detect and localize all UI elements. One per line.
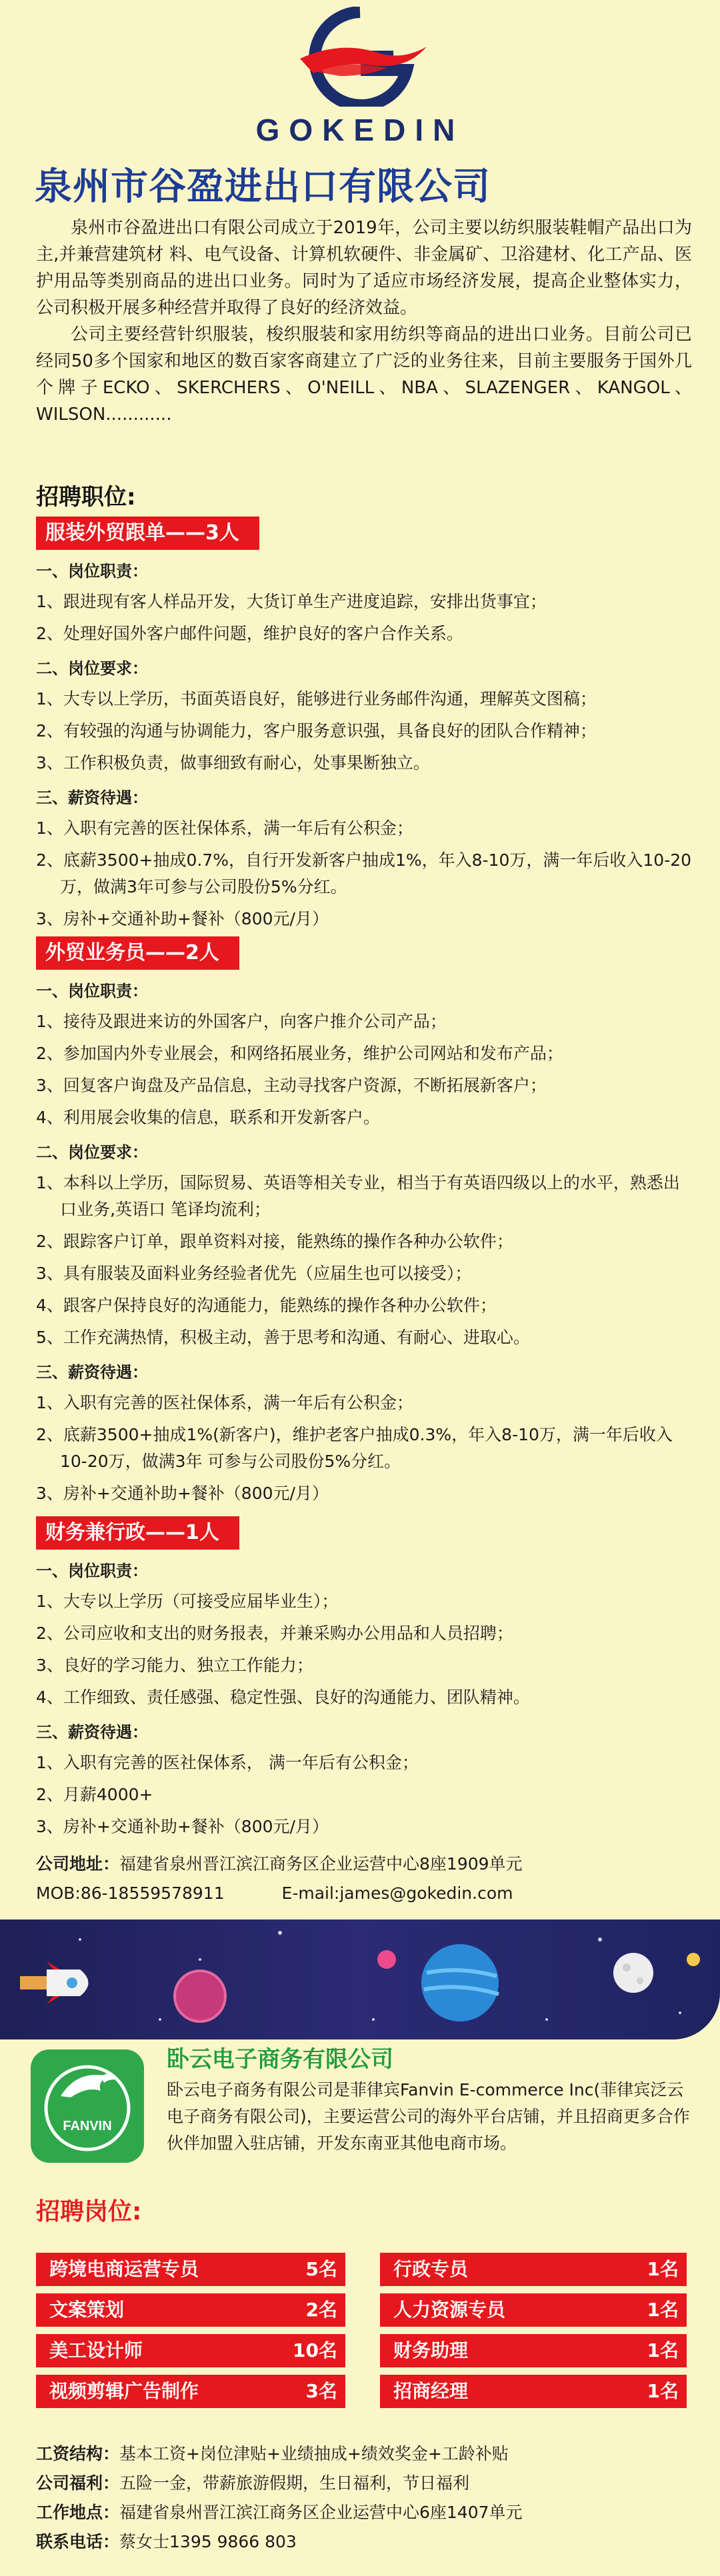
section-title: 一、岗位职责： bbox=[36, 1562, 148, 1580]
brand-wordmark: GOKEDIN bbox=[255, 113, 465, 147]
section-title: 二、岗位要求： bbox=[36, 659, 148, 678]
section-title: 三、薪资待遇： bbox=[36, 1363, 148, 1382]
gokedin-logo-icon bbox=[287, 7, 433, 107]
list-item: 4、利用展会收集的信息，联系和开发新客户。 bbox=[36, 1108, 380, 1127]
list-item: 3、房补+交通补助+餐补（800元/月） bbox=[36, 1817, 329, 1836]
info-label: 联系电话： bbox=[36, 2532, 120, 2551]
list-item: 3、良好的学习能力、独立工作能力； bbox=[36, 1656, 313, 1675]
info-label: 公司福利： bbox=[36, 2473, 120, 2493]
info-value: 蔡女士1395 9866 803 bbox=[119, 2532, 297, 2551]
intro-paragraph: 公司主要经营针织服装，梭织服装和家用纺织等商品的进出口业务。目前公司已经同50多个国家和地区的数百家客商建立了广泛的业务往来，目前主要服务于国外几个牌子ECKO、SKERCHERS、O'NEILL、NBA、SLAZENGER、KANGOL、WILSON............ bbox=[36, 325, 692, 425]
info-value: 福建省泉州晋江滨江商务区企业运营中心6座1407单元 bbox=[119, 2503, 523, 2522]
job-name: 跨境电商运营专员 bbox=[49, 2258, 199, 2280]
fanvin-jobs-right bbox=[380, 2253, 687, 2415]
list-item: 3、房补+交通补助+餐补（800元/月） bbox=[36, 1484, 329, 1503]
fanvin-recruit-heading: 招聘岗位: bbox=[36, 2198, 142, 2225]
info-value: 基本工资+岗位津贴+业绩抽成+绩效奖金+工龄补贴 bbox=[119, 2444, 509, 2463]
list-item: 2、底薪3500+抽成1%(新客户)，维护老客户抽成0.3%，年入8-10万，满一年后收入10-20万，做满3年 可参与公司股份5%分红。 bbox=[36, 1425, 673, 1471]
job-count: 1名 bbox=[647, 2299, 679, 2321]
company-contact bbox=[36, 1850, 696, 1908]
list-item: 1、跟进现有客人样品开发，大货订单生产进度追踪，安排出货事宜； bbox=[36, 592, 547, 611]
space-illustration-icon bbox=[0, 1920, 720, 2039]
list-item: 3、房补+交通补助+餐补（800元/月） bbox=[36, 909, 329, 928]
job-name: 人力资源专员 bbox=[393, 2299, 506, 2321]
job-count: 10名 bbox=[293, 2339, 337, 2361]
info-line bbox=[36, 2498, 703, 2527]
gokedin-header bbox=[0, 0, 720, 160]
job-name: 美工设计师 bbox=[49, 2339, 143, 2361]
list-item: 1、入职有完善的医社保体系， 满一年后有公积金； bbox=[36, 1753, 419, 1772]
recruit-heading: 招聘职位: bbox=[36, 484, 136, 511]
job-foreign-trade-sales bbox=[36, 936, 696, 1507]
section-title: 三、薪资待遇： bbox=[36, 1723, 148, 1742]
mobile-number: MOB:86-18559578911 bbox=[36, 1884, 225, 1903]
job-garment-merchandiser bbox=[36, 517, 696, 932]
list-item: 2、月薪4000+ bbox=[36, 1785, 153, 1804]
job-row bbox=[36, 2334, 345, 2367]
list-item: 2、公司应收和支出的财务报表，并兼采购办公用品和人员招聘； bbox=[36, 1624, 513, 1643]
list-item: 2、参加国内外专业展会，和网络拓展业务，维护公司网站和发布产品； bbox=[36, 1044, 563, 1063]
info-value: 五险一金，带薪旅游假期，生日福利，节日福利 bbox=[119, 2473, 470, 2493]
job-finance-admin bbox=[36, 1516, 696, 1840]
job-row bbox=[36, 2375, 345, 2408]
job-row bbox=[380, 2375, 687, 2408]
job-row bbox=[380, 2253, 687, 2286]
list-item: 2、跟踪客户订单，跟单资料对接，能熟练的操作各种办公软件； bbox=[36, 1232, 513, 1251]
job-row bbox=[36, 2293, 345, 2327]
address-value: 福建省泉州晋江滨江商务区企业运营中心8座1909单元 bbox=[119, 1854, 523, 1874]
job-title: 外贸业务员——2人 bbox=[36, 936, 239, 970]
job-count: 5名 bbox=[305, 2258, 337, 2280]
section-title: 三、薪资待遇： bbox=[36, 788, 148, 807]
list-item: 1、大专以上学历，书面英语良好，能够进行业务邮件沟通，理解英文图稿； bbox=[36, 689, 597, 708]
list-item: 1、接待及跟进来访的外国客户，向客户推介公司产品； bbox=[36, 1012, 447, 1031]
job-count: 3名 bbox=[305, 2380, 337, 2402]
list-item: 2、处理好国外客户邮件问题，维护良好的客户合作关系。 bbox=[36, 624, 463, 643]
info-label: 工作地点： bbox=[36, 2503, 120, 2522]
company-title: 泉州市谷盈进出口有限公司 bbox=[35, 165, 491, 209]
address-label: 公司地址： bbox=[36, 1854, 120, 1874]
job-row bbox=[380, 2334, 687, 2367]
list-item: 4、工作细致、责任感强、稳定性强、良好的沟通能力、团队精神。 bbox=[36, 1688, 530, 1707]
list-item: 4、跟客户保持良好的沟通能力，能熟练的操作各种办公软件； bbox=[36, 1296, 497, 1315]
list-item: 2、有较强的沟通与协调能力，客户服务意识强，具备良好的团队合作精神； bbox=[36, 721, 597, 740]
job-row bbox=[380, 2293, 687, 2327]
list-item: 3、具有服装及面料业务经验者优先（应届生也可以接受）； bbox=[36, 1264, 472, 1283]
job-name: 行政专员 bbox=[393, 2258, 469, 2280]
job-title: 服装外贸跟单——3人 bbox=[36, 517, 259, 550]
section-title: 一、岗位职责： bbox=[36, 982, 148, 1000]
list-item: 1、入职有完善的医社保体系，满一年后有公积金； bbox=[36, 818, 413, 838]
info-line bbox=[36, 2439, 703, 2469]
job-count: 1名 bbox=[647, 2258, 679, 2280]
job-title: 财务兼行政——1人 bbox=[36, 1516, 239, 1550]
fanvin-info bbox=[36, 2439, 703, 2557]
list-item: 3、回复客户询盘及产品信息，主动寻找客户资源，不断拓展新客户； bbox=[36, 1076, 547, 1095]
space-banner bbox=[0, 1920, 720, 2039]
intro-paragraph: 泉州市谷盈进出口有限公司成立于2019年，公司主要以纺织服装鞋帽产品出口为主,并兼营建筑材 料、电气设备、计算机软硬件、非金属矿、卫浴建材、化工产品、医护用品等类别商品的进出口业务。同时为了适应市场经济发展，提高企业整体实力，公司积极开展多种经营并取得了良好的经济效益。 bbox=[36, 218, 692, 318]
fanvin-description: 卧云电子商务有限公司是菲律宾Fanvin E-commerce Inc(菲律宾泛云电子商务有限公司)，主要运营公司的海外平台店铺，并且招商更多合作伙伴加盟入驻店铺，开发东南亚其他电商市场。 bbox=[167, 2080, 690, 2153]
fanvin-jobs-left bbox=[36, 2253, 345, 2415]
info-label: 工资结构： bbox=[36, 2444, 120, 2463]
info-line bbox=[36, 2527, 703, 2557]
address-line bbox=[36, 1850, 696, 1879]
section-title: 二、岗位要求： bbox=[36, 1143, 148, 1162]
list-item: 5、工作充满热情，积极主动，善于思考和沟通、有耐心、进取心。 bbox=[36, 1328, 530, 1347]
job-count: 1名 bbox=[647, 2380, 679, 2402]
job-count: 1名 bbox=[647, 2339, 679, 2361]
section-title: 一、岗位职责： bbox=[36, 562, 148, 581]
list-item: 3、工作积极负责，做事细致有耐心，处事果断独立。 bbox=[36, 753, 430, 772]
job-name: 视频剪辑广告制作 bbox=[49, 2380, 199, 2402]
info-line bbox=[36, 2469, 703, 2498]
list-item: 2、底薪3500+抽成0.7%，自行开发新客户抽成1%，年入8-10万，满一年后收入10-20万，做满3年可参与公司股份5%分红。 bbox=[36, 850, 692, 896]
list-item: 1、大专以上学历（可接受应届毕业生）； bbox=[36, 1592, 339, 1611]
job-row bbox=[36, 2253, 345, 2286]
list-item: 1、本科以上学历，国际贸易、英语等相关专业，相当于有英语四级以上的水平，熟悉出口业务,英语口 笔译均流利； bbox=[36, 1173, 680, 1219]
fanvin-logo-text: FANVIN bbox=[63, 2119, 112, 2133]
dolphin-icon bbox=[31, 2049, 144, 2163]
list-item: 1、入职有完善的医社保体系，满一年后有公积金； bbox=[36, 1393, 413, 1412]
job-count: 2名 bbox=[305, 2299, 337, 2321]
fanvin-logo bbox=[31, 2049, 144, 2163]
company-intro bbox=[36, 215, 692, 428]
phone-email-line bbox=[36, 1879, 696, 1908]
fanvin-company-title: 卧云电子商务有限公司 bbox=[167, 2046, 393, 2073]
email-address: E-mail:james@gokedin.com bbox=[281, 1884, 513, 1903]
job-name: 招商经理 bbox=[393, 2380, 469, 2402]
job-name: 文案策划 bbox=[49, 2299, 125, 2321]
job-name: 财务助理 bbox=[393, 2339, 469, 2361]
